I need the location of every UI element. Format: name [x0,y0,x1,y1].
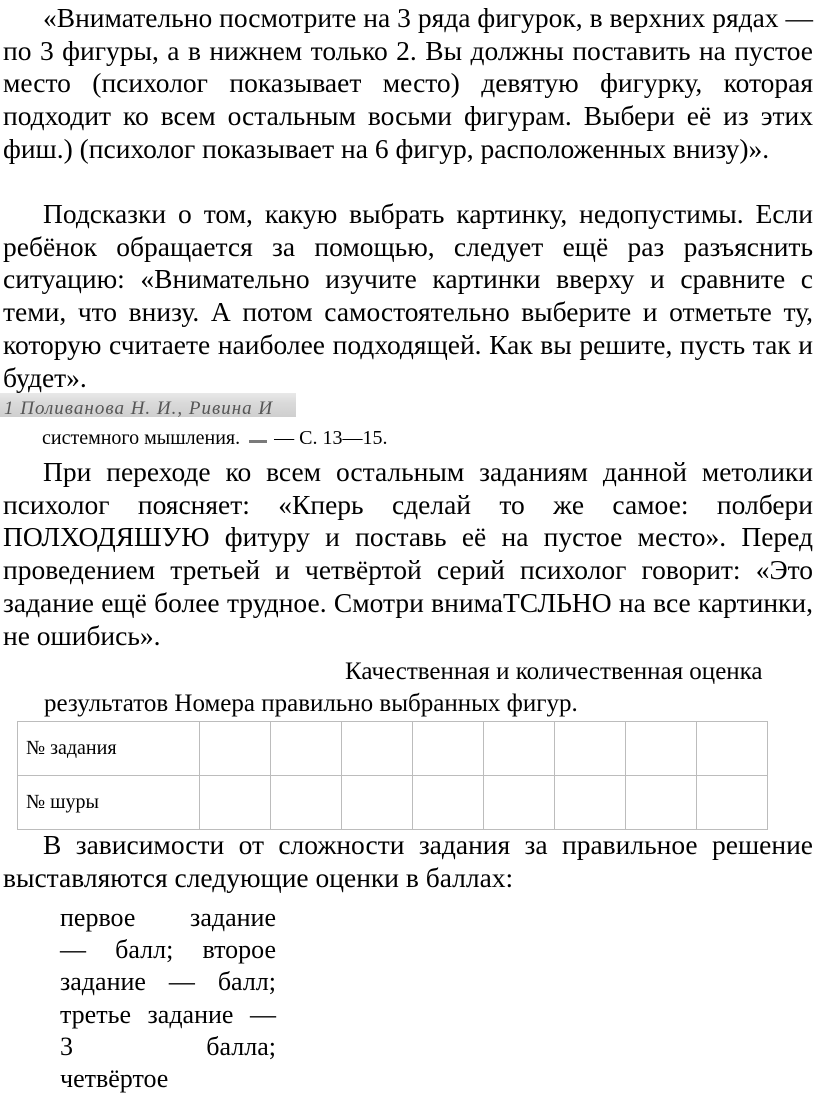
table-cell [626,776,697,830]
footnote-text-after: — С. 13—15. [274,427,388,449]
table-cell [697,722,768,776]
table-cell [484,776,555,830]
footnote [42,426,387,450]
table-cell [484,722,555,776]
scoring-line: 3 балла; [60,1031,276,1061]
table-caption-line-1: Качественная и количественная оценка [345,658,763,685]
scoring-line: задание — балл; [60,967,276,997]
paragraph-transition: При переходе ко всем остальным заданиям данной метолики психолог поясняет: «Кперь сделай то же самое: полбери ПОЛХОДЯШУЮ фитуру и поставь её на пустое место». Перед проведением третьей и четвёртой серий психолог говорит: «Это задание ещё более трудное. Смотри внимаТСЛЬНО на все картинки, не ошибись». [3,456,813,651]
table-cell [555,776,626,830]
scanned-reference-strip [0,393,296,417]
paragraph-instructions: «Внимательно посмотрите на 3 ряда фигурок, в верхних рядах — по 3 фигуры, а в нижнем только 2. Вы должны поставить на пустое место (психолог показывает место) девятую фигурку, которая подходит ко всем остальным восьми фигурам. Выбери её из этих фиш.) (психолог показывает на 6 фигур, расположенных внизу)». [3,2,813,164]
results-table [17,721,768,830]
scoring-list [60,902,276,1095]
table-cell [271,722,342,776]
table-cell [342,722,413,776]
table-cell [200,722,271,776]
table-row [18,722,768,776]
scoring-line: третье задание — [60,999,276,1029]
scoring-line: четвёртое [60,1063,169,1093]
table-cell [413,776,484,830]
table-cell [200,776,271,830]
scoring-line: первое задание [60,903,276,932]
table-cell [697,776,768,830]
table-cell [626,722,697,776]
paragraph-scoring: В зависимости от сложности задания за правильное решение выставляются следующие оценки в баллах: [3,829,813,893]
table-caption-line-2: результатов Номера правильно выбранных фигур. [44,690,578,717]
row-label-figure-number: № шуры [18,776,200,830]
scanned-reference-text: 1 Поливанова Н. И., Ривина И [4,398,274,417]
row-label-task-number: № задания [18,722,200,776]
table-cell [342,776,413,830]
table-cell [555,722,626,776]
footnote-text-before: системного мышления. [42,427,241,449]
footnote-mark [249,440,267,443]
table-cell [271,776,342,830]
table-row [18,776,768,830]
table-cell [413,722,484,776]
scoring-line: — балл; второе [60,935,276,965]
paragraph-hints: Подсказки о том, какую выбрать картинку, недопустимы. Если ребёнок обращается за помощью, следует ещё раз разъяснить ситуацию: «Внимательно изучите картинки вверху и сравните с теми, что внизу. А потом самостоятельно выберите и отметьте ту, которую считаете наиболее подходящей. Как вы решите, пусть так и будет». [3,198,813,393]
